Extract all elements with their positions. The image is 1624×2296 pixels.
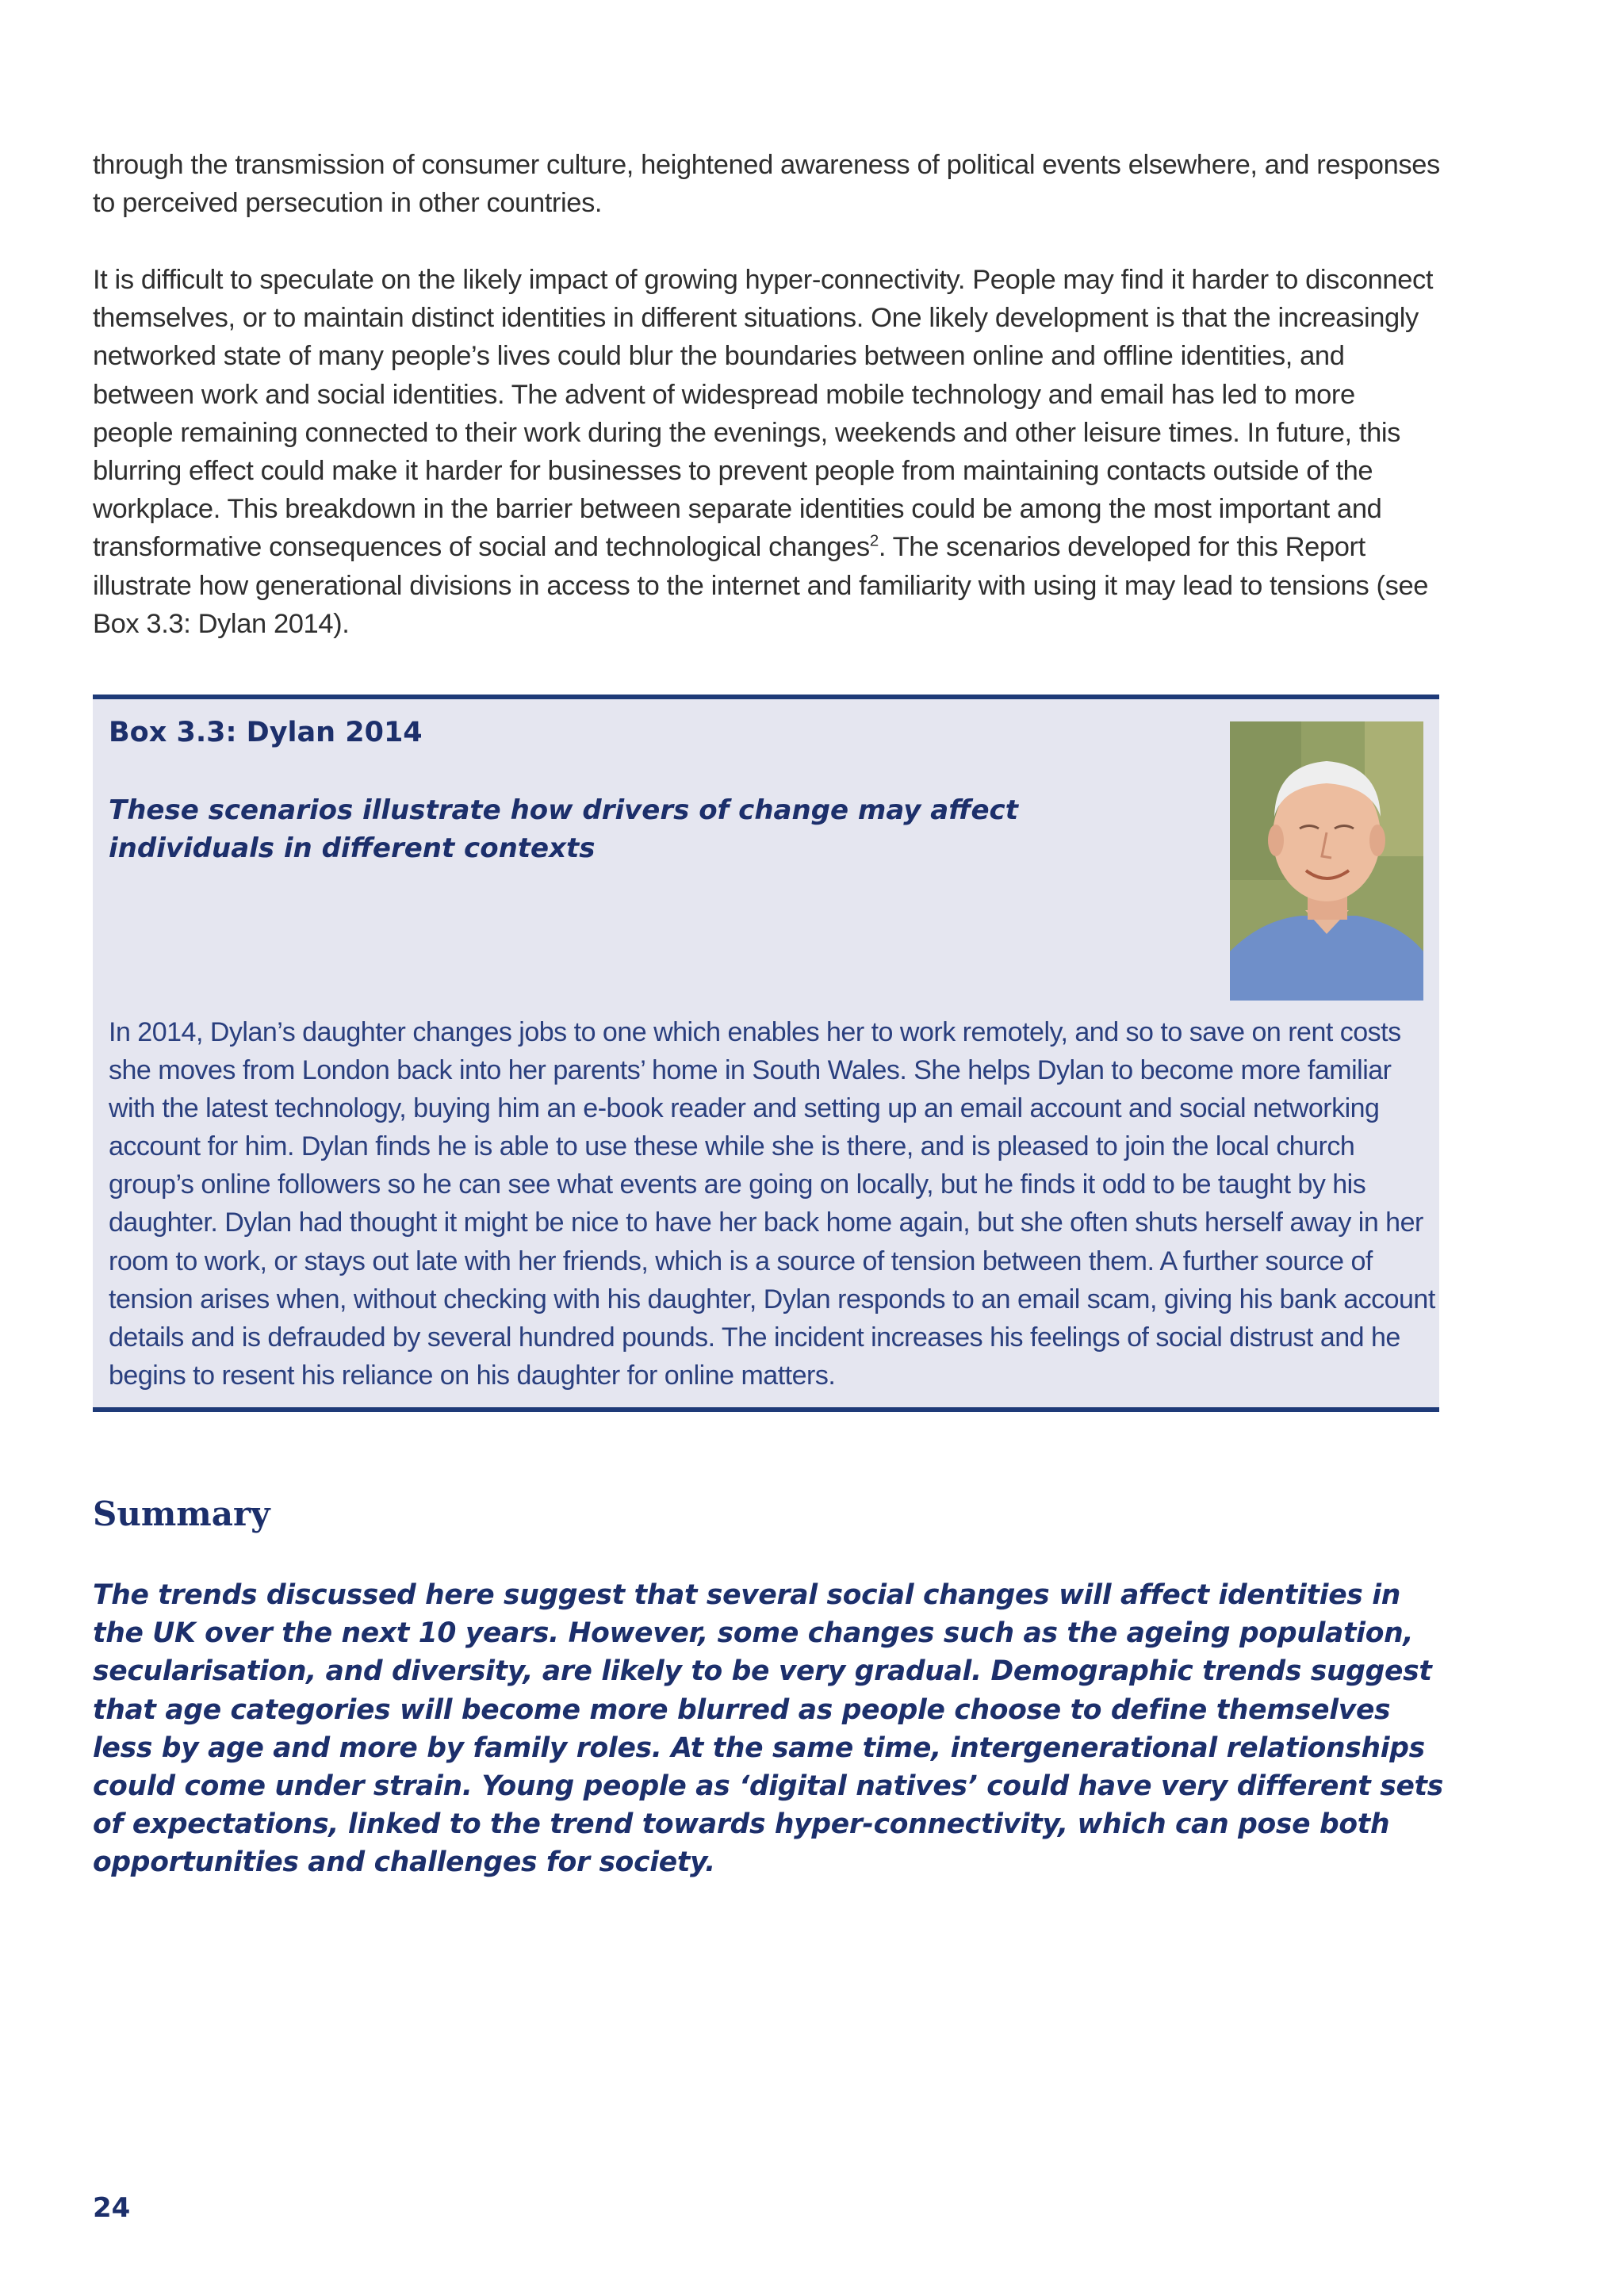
paragraph-intro bbox=[93, 146, 1441, 222]
box-title: Box 3.3: Dylan 2014 bbox=[109, 717, 423, 748]
portrait-illustration bbox=[1230, 721, 1423, 1001]
paragraph-hyper-connectivity bbox=[93, 261, 1441, 643]
paragraph-tail-text: . The scenarios developed for this Report illustrate how generational divisions in access to the internet and familiarity with using it may lead to tensions (see Box 3.3: Dylan 2014). bbox=[93, 532, 1429, 639]
portrait-photo bbox=[1230, 721, 1423, 1001]
box-body-text: In 2014, Dylan’s daughter changes jobs to one which enables her to work remotely, and so to save on rent costs she moves from London back into her parents’ home in South Wales. She helps Dylan to become more familiar with the latest technology, buying him an e-book reader and setting up an email account and social networking account for him. Dylan finds he is able to use these while she is there, and is pleased to join the local church group’s online followers so he can see what events are going on locally, but he finds it odd to be taught by his daughter. Dylan had thought it might be nice to have her back home again, but she often shuts herself away in her room to work, or stays out late with her friends, which is a source of tension between them. A further source of tension arises when, without checking with his daughter, Dylan responds to an email scam, giving his bank account details and is defrauded by several hundred pounds. The incident increases his feelings of social distrust and he begins to resent his reliance on his daughter for online matters. bbox=[109, 1017, 1435, 1391]
box-subtitle: These scenarios illustrate how drivers of change may affect individuals in different contexts bbox=[109, 794, 1018, 864]
page-number: 24 bbox=[93, 2192, 131, 2224]
paragraph-main-text: It is difficult to speculate on the likely impact of growing hyper-connectivity. People may find it harder to disconnect themselves, or to maintain distinct identities in different situations. One likely development is that the increasingly networked state of many people’s lives could blur the boundaries between online and offline identities, and between work and social identities. The advent of widespread mobile technology and email has led to more people remaining connected to their work during the evenings, weekends and other leisure times. In future, this blurring effect could make it harder for businesses to prevent people from maintaining contacts outside of the workplace. This breakdown in the barrier between separate identities could be among the most important and transformative consequences of social and technological changes bbox=[93, 265, 1434, 563]
summary-heading: Summary bbox=[93, 1494, 270, 1533]
paragraph-intro-text: through the transmission of consumer culture, heightened awareness of political events elsewhere, and responses to perceived persecution in other countries. bbox=[93, 150, 1440, 219]
footnote-reference[interactable]: 2 bbox=[869, 531, 879, 550]
summary-text: The trends discussed here suggest that several social changes will affect identities in the UK over the next 10 years. However, some changes such as the ageing population, secularisation, and diversity, are likely to be very gradual. Demographic trends suggest that age categories will become more blurred as people choose to define themselves less by age and more by family roles. At the same time, intergenerational relationships could come under strain. Young people as ‘digital natives’ could have very different sets of expectations, linked to the trend towards hyper-connectivity, which can pose both opportunities and challenges for society. bbox=[93, 1579, 1443, 1879]
case-study-box bbox=[93, 695, 1439, 1412]
